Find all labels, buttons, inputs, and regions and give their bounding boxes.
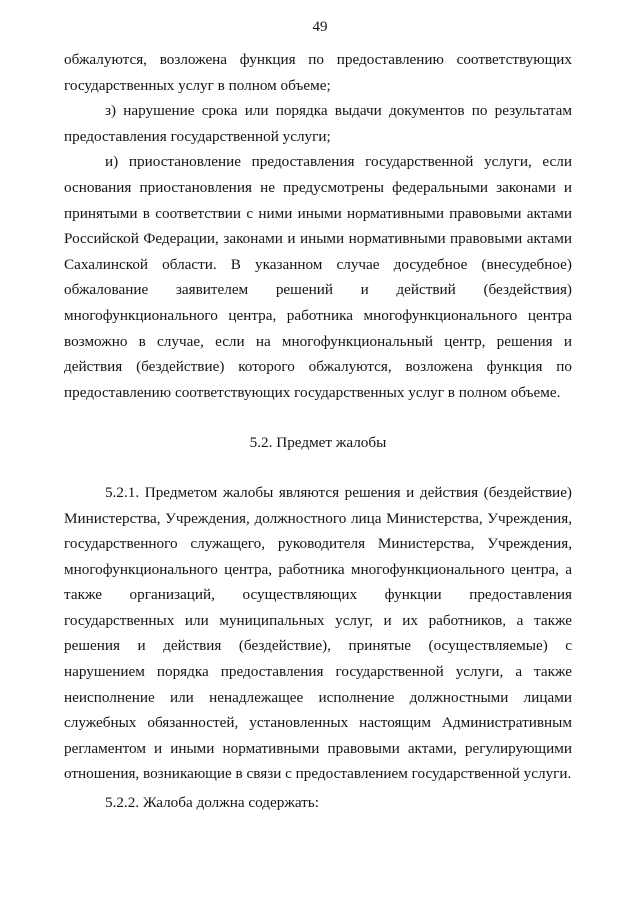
paragraph-item-i: и) приостановление предоставления государственной услуги, если основания приостановления не предусмотрены федеральными законами и принятыми в соответствии с ними иными нормативными правовыми актами Российской Федерации, законами и иными нормативными правовыми актами Сахалинской области. В указанном случае досудебное (внесудебное) обжалование заявителем решений и действий (бездействия) многофункционального центра, работника многофункционального центра возможно в случае, если на многофункциональный центр, решения и действия (бездействие) которого обжалуются, возложена функция по предоставлению соответствующих государственных услуг в полном объеме.	[64, 153, 572, 401]
paragraph-5-2-2: 5.2.2. Жалоба должна содержать:	[105, 794, 319, 812]
paragraph-5-2-1: 5.2.1. Предметом жалобы являются решения и действия (бездействие) Министерства, Учреждения, должностного лица Министерства, Учреждения, государственного служащего, руководителя Министерства, Учреждения, многофункционального центра, работника многофункционального центра, а также организаций, осуществляющих функции предоставления государственных или муниципальных услуг, и их работников, а также решения и действия (бездействие), принятые (осуществляемые) с нарушением порядка предоставления государственной услуги, а также неисполнение или ненадлежащее исполнение должностными лицами служебных обязанностей, установленных настоящим Административным регламентом и иными нормативными правовыми актами, регулирующими отношения, возникающие в связи с предоставлением государственной услуги.	[64, 483, 572, 783]
paragraph-continuation: обжалуются, возложена функция по предоставлению соответствующих государственных услуг в полном объеме;	[64, 51, 572, 94]
page-number: 49	[312, 19, 328, 35]
document-body	[64, 47, 572, 816]
paragraph-item-z: з) нарушение срока или порядка выдачи документов по результатам предоставления государственной услуги;	[64, 102, 572, 145]
section-heading: 5.2. Предмет жалобы	[249, 434, 387, 452]
